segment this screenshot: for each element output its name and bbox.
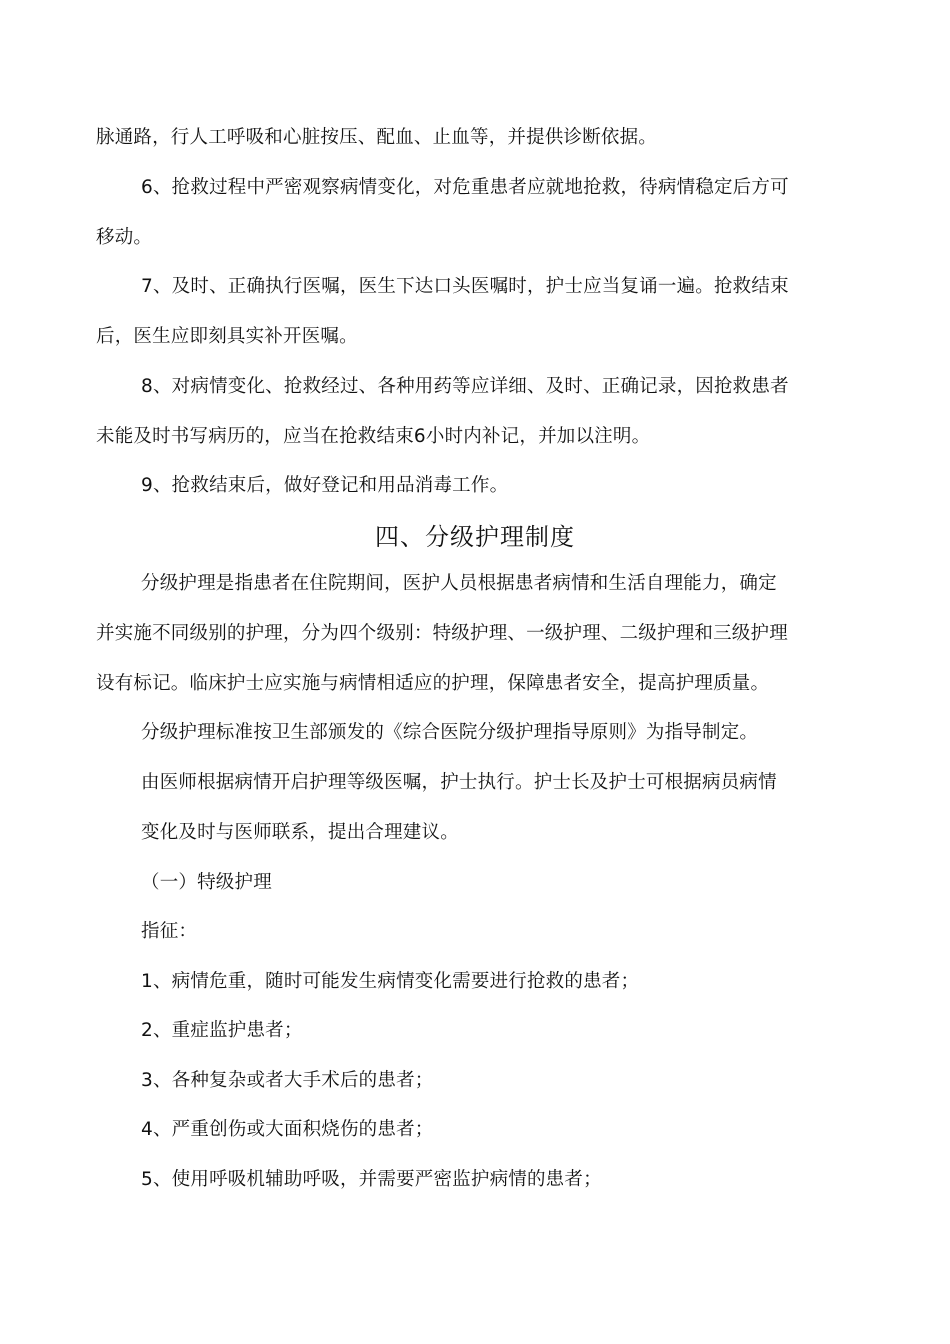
- paragraph-line: 分级护理是指患者在住院期间，医护人员根据患者病情和生活自理能力，确定: [141, 573, 777, 594]
- list-item: 5、使用呼吸机辅助呼吸，并需要严密监护病情的患者；: [141, 1169, 602, 1190]
- paragraph-line: 未能及时书写病历的，应当在抢救结束6小时内补记，并加以注明。: [96, 426, 651, 447]
- subsection-heading: （一）特级护理: [141, 872, 272, 893]
- paragraph-line: 变化及时与医师联系，提出合理建议。: [141, 822, 459, 843]
- list-item-8: 8、对病情变化、抢救经过、各种用药等应详细、及时、正确记录，因抢救患者: [141, 376, 789, 397]
- paragraph-line: 后，医生应即刻具实补开医嘱。: [96, 326, 358, 347]
- list-item-9: 9、抢救结束后，做好登记和用品消毒工作。: [141, 475, 509, 496]
- list-item-7: 7、及时、正确执行医嘱，医生下达口头医嘱时，护士应当复诵一遍。抢救结束: [141, 276, 789, 297]
- paragraph-line: 设有标记。临床护士应实施与病情相适应的护理，保障患者安全，提高护理质量。: [96, 673, 770, 694]
- paragraph-line: 由医师根据病情开启护理等级医嘱，护士执行。护士长及护士可根据病员病情: [141, 772, 777, 793]
- paragraph-line: 并实施不同级别的护理，分为四个级别：特级护理、一级护理、二级护理和三级护理: [96, 623, 788, 644]
- paragraph-line: 分级护理标准按卫生部颁发的《综合医院分级护理指导原则》为指导制定。: [141, 722, 759, 743]
- list-item: 2、重症监护患者；: [141, 1020, 303, 1041]
- section-heading: 四、分级护理制度: [375, 523, 575, 551]
- list-item: 4、严重创伤或大面积烧伤的患者；: [141, 1119, 434, 1140]
- paragraph-line: 脉通路，行人工呼吸和心脏按压、配血、止血等，并提供诊断依据。: [96, 127, 658, 148]
- list-item-6: 6、抢救过程中严密观察病情变化，对危重患者应就地抢救，待病情稳定后方可: [141, 177, 789, 198]
- paragraph-line: 移动。: [96, 227, 153, 248]
- list-item: 1、病情危重，随时可能发生病情变化需要进行抢救的患者；: [141, 971, 640, 992]
- list-item: 3、各种复杂或者大手术后的患者；: [141, 1070, 434, 1091]
- indications-label: 指征：: [141, 921, 198, 942]
